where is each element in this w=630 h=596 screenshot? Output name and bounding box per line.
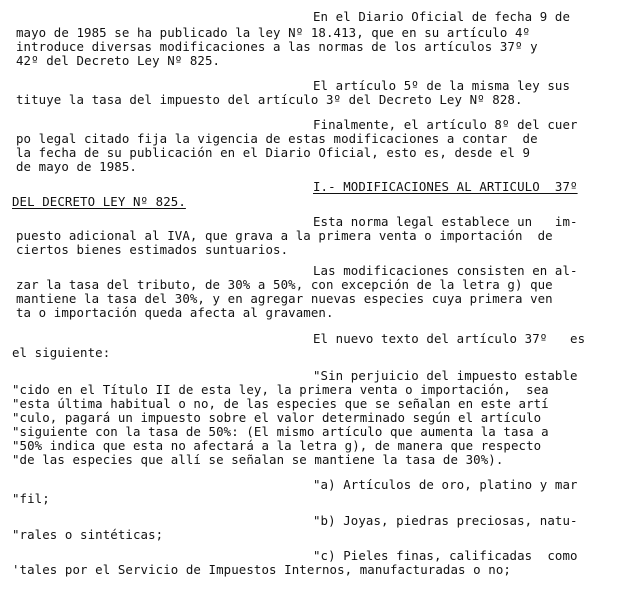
text-line: El artículo 5º de la misma ley sus <box>313 78 571 93</box>
text-line: mayo de 1985 se ha publicado la ley Nº 18.413, que en su artículo 4º <box>16 25 531 40</box>
text-line: El nuevo texto del artículo 37º es <box>313 331 586 346</box>
text-line: la fecha de su publicación en el Diario Oficial, esto es, desde el 9 <box>16 145 531 160</box>
text-line: En el Diario Oficial de fecha 9 de <box>313 9 571 24</box>
list-item-b-continued: "rales o sintéticas; <box>12 527 164 542</box>
section-heading-continued: DEL DECRETO LEY Nº 825. <box>12 194 186 209</box>
text-line: po legal citado fija la vigencia de estas modificaciones a contar de <box>16 131 538 146</box>
text-line: ciertos bienes estimados suntuarios. <box>16 242 289 257</box>
list-item-c-continued: 'tales por el Servicio de Impuestos Internos, manufacturadas o no; <box>12 562 511 577</box>
quote-line: "culo, pagará un impuesto sobre el valor determinado según el artículo <box>12 410 542 425</box>
quote-line: "cido en el Título II de esta ley, la primera venta o importación, sea <box>12 382 549 397</box>
list-item-a-continued: "fil; <box>12 491 50 506</box>
quote-line: "de las especies que allí se señalan se mantiene la tasa de 30%). <box>12 452 504 467</box>
text-line: introduce diversas modificaciones a las normas de los artículos 37º y <box>16 39 538 54</box>
text-line: puesto adicional al IVA, que grava a la primera venta o importación de <box>16 228 553 243</box>
list-item-c: "c) Pieles finas, calificadas como <box>313 548 578 563</box>
quote-line: "esta última habitual o no, de las especies que se señalan en este artí <box>12 396 549 411</box>
text-line: Esta norma legal establece un im- <box>313 214 578 229</box>
text-line: 42º del Decreto Ley Nº 825. <box>16 53 221 68</box>
list-item-a: "a) Artículos de oro, platino y mar <box>313 477 578 492</box>
section-heading: I.- MODIFICACIONES AL ARTICULO 37º <box>313 179 578 194</box>
quote-line: "50% indica que esta no afectará a la letra g), de manera que respecto <box>12 438 542 453</box>
text-line: ta o importación queda afecta al gravamen. <box>16 305 334 320</box>
quote-line: "siguiente con la tasa de 50%: (El mismo artículo que aumenta la tasa a <box>12 424 549 439</box>
text-line: Finalmente, el artículo 8º del cuer <box>313 117 578 132</box>
text-line: zar la tasa del tributo, de 30% a 50%, con excepción de la letra g) que <box>16 277 553 292</box>
quote-line: "Sin perjuicio del impuesto estable <box>313 368 578 383</box>
list-item-b: "b) Joyas, piedras preciosas, natu- <box>313 513 578 528</box>
text-line: Las modificaciones consisten en al- <box>313 263 578 278</box>
text-line: mantiene la tasa del 30%, y en agregar nuevas especies cuya primera ven <box>16 291 553 306</box>
text-line: el siguiente: <box>12 345 111 360</box>
text-line: tituye la tasa del impuesto del artículo 3º del Decreto Ley Nº 828. <box>16 92 523 107</box>
text-line: de mayo de 1985. <box>16 159 137 174</box>
